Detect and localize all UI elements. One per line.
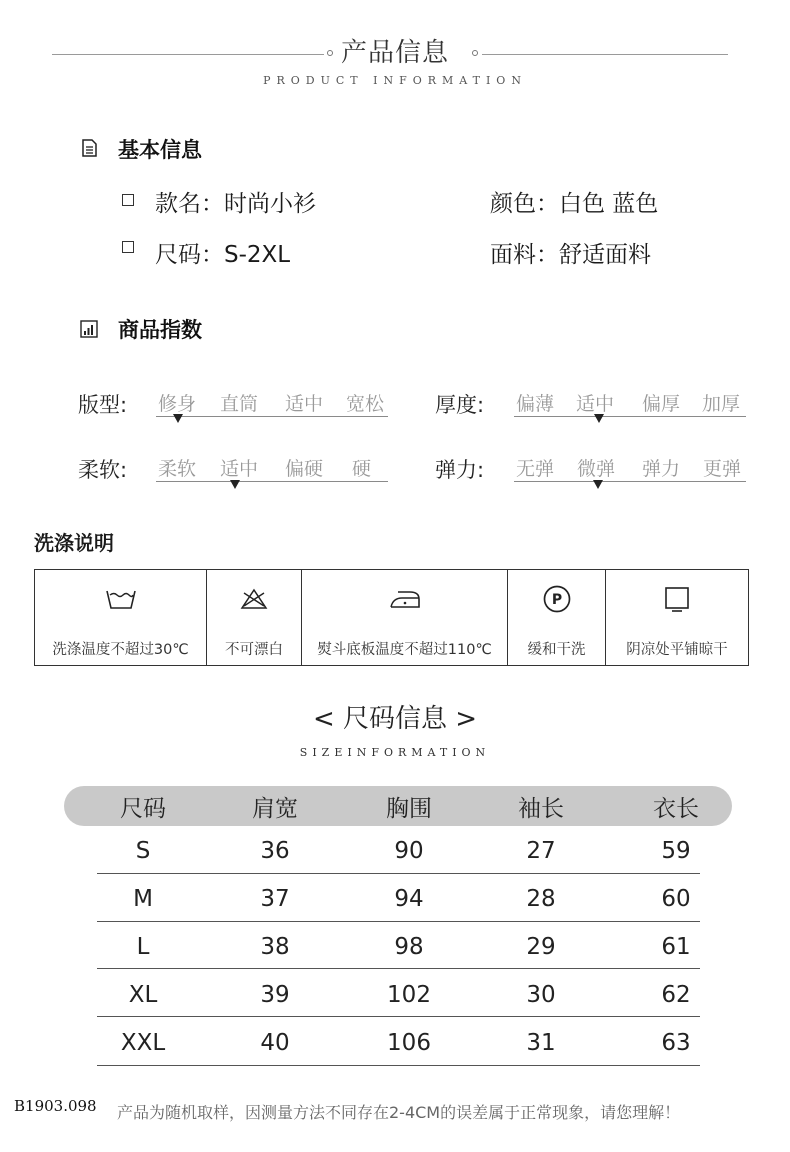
thickness-label: 厚度: — [435, 393, 485, 417]
fit-option: 适中 — [285, 393, 324, 415]
wash-cell — [35, 570, 207, 665]
fit-option: 直筒 — [220, 393, 259, 415]
color-info: 颜色：白色 蓝色 — [490, 191, 659, 217]
document-icon — [80, 139, 98, 157]
wash-text: 阴凉处平铺晾干 — [626, 642, 728, 658]
size-table-cell: 37 — [260, 886, 290, 912]
size-table-cell: 106 — [387, 1030, 431, 1056]
size-table-cell: 30 — [526, 982, 556, 1008]
softness-scale-line — [156, 481, 388, 482]
elasticity-marker-icon — [593, 480, 603, 489]
fabric-info: 面料：舒适面料 — [490, 242, 651, 268]
basic-info-title: 基本信息 — [118, 138, 202, 162]
size-info-title: < 尺码信息 > — [312, 704, 478, 734]
fit-marker-icon — [173, 414, 183, 423]
elasticity-option: 微弹 — [577, 458, 616, 480]
size-table-row-divider — [97, 873, 700, 874]
size-table-header-cell: 袖长 — [518, 796, 564, 822]
size-table-cell: M — [133, 886, 153, 912]
softness-option: 柔软 — [158, 458, 197, 480]
elasticity-option: 无弹 — [516, 458, 555, 480]
size-table-header-cell: 肩宽 — [252, 796, 298, 822]
wash-text: 洗涤温度不超过30℃ — [52, 642, 189, 658]
elasticity-option: 更弹 — [703, 458, 742, 480]
wash-text: 缓和干洗 — [527, 642, 586, 658]
header-line-right — [482, 54, 728, 55]
bar-chart-icon — [80, 320, 98, 338]
fit-option: 修身 — [158, 393, 197, 415]
size-table-cell: 90 — [394, 838, 424, 864]
size-table-cell: 40 — [260, 1030, 290, 1056]
flat-dry-icon — [663, 585, 691, 613]
size-info-subtitle: SIZEINFORMATION — [299, 746, 491, 759]
size-table-cell: 36 — [260, 838, 290, 864]
thickness-option: 加厚 — [702, 393, 741, 415]
wash-cell — [508, 570, 606, 665]
thickness-option: 偏薄 — [516, 393, 555, 415]
dry-clean-p-icon — [542, 584, 572, 614]
wash-text: 不可漂白 — [225, 642, 283, 658]
size-table-cell: 63 — [661, 1030, 691, 1056]
size-checkbox — [122, 241, 134, 253]
size-table-cell: 61 — [661, 934, 691, 960]
size-table-cell: XL — [128, 982, 158, 1008]
size-table-cell: 98 — [394, 934, 424, 960]
thickness-scale-line — [514, 416, 746, 417]
size-table-cell: L — [136, 934, 150, 960]
wash-tub-icon — [105, 587, 137, 611]
thickness-marker-icon — [594, 414, 604, 423]
fit-option: 宽松 — [346, 393, 385, 415]
size-table-cell: 28 — [526, 886, 556, 912]
thickness-option: 偏厚 — [642, 393, 681, 415]
iron-icon — [388, 587, 422, 611]
size-table-cell: XXL — [120, 1030, 166, 1056]
wash-cell — [302, 570, 508, 665]
softness-option: 硬 — [352, 458, 372, 480]
size-table-cell: 60 — [661, 886, 691, 912]
size-table-cell: 31 — [526, 1030, 556, 1056]
size-table-cell: 59 — [661, 838, 691, 864]
no-bleach-icon — [239, 587, 269, 611]
elasticity-option: 弹力 — [642, 458, 681, 480]
wash-cell — [606, 570, 748, 665]
product-code: B1903.098 — [14, 1097, 97, 1115]
size-table-cell: 29 — [526, 934, 556, 960]
softness-label: 柔软: — [78, 458, 128, 482]
measurement-note: 产品为随机取样，因测量方法不同存在2-4CM的误差属于正常现象，请您理解！ — [117, 1103, 681, 1122]
style-name: 款名：时尚小衫 — [155, 191, 316, 217]
thickness-option: 适中 — [576, 393, 615, 415]
wash-title: 洗涤说明 — [34, 531, 114, 555]
fit-scale-line — [156, 416, 388, 417]
size-table-cell: 38 — [260, 934, 290, 960]
elasticity-label: 弹力: — [435, 458, 485, 482]
size-table-row-divider — [97, 1016, 700, 1017]
softness-marker-icon — [230, 480, 240, 489]
size-table-cell: 102 — [387, 982, 431, 1008]
style-checkbox — [122, 194, 134, 206]
page-subtitle: PRODUCT INFORMATION — [263, 74, 527, 87]
size-table-header-cell: 尺码 — [120, 796, 166, 822]
svg-text:P: P — [551, 592, 562, 608]
size-table-row-divider — [97, 1065, 700, 1066]
softness-option: 适中 — [220, 458, 259, 480]
header-dot-right — [472, 50, 478, 56]
size-table-row-divider — [97, 921, 700, 922]
size-table-cell: 27 — [526, 838, 556, 864]
softness-option: 偏硬 — [285, 458, 324, 480]
wash-text: 熨斗底板温度不超过110℃ — [317, 642, 492, 658]
wash-table — [34, 569, 749, 666]
size-table-cell: 39 — [260, 982, 290, 1008]
size-table-header-cell: 胸围 — [386, 796, 432, 822]
size-table-cell: S — [135, 838, 151, 864]
page-title: 产品信息 — [340, 38, 449, 68]
wash-cell — [207, 570, 302, 665]
elasticity-scale-line — [514, 481, 746, 482]
size-table-cell: 62 — [661, 982, 691, 1008]
product-index-title: 商品指数 — [118, 318, 202, 342]
size-table-row-divider — [97, 968, 700, 969]
fit-label: 版型: — [78, 393, 128, 417]
size-range: 尺码：S-2XL — [155, 242, 291, 268]
size-table-header-cell: 衣长 — [653, 796, 699, 822]
size-table-cell: 94 — [394, 886, 424, 912]
